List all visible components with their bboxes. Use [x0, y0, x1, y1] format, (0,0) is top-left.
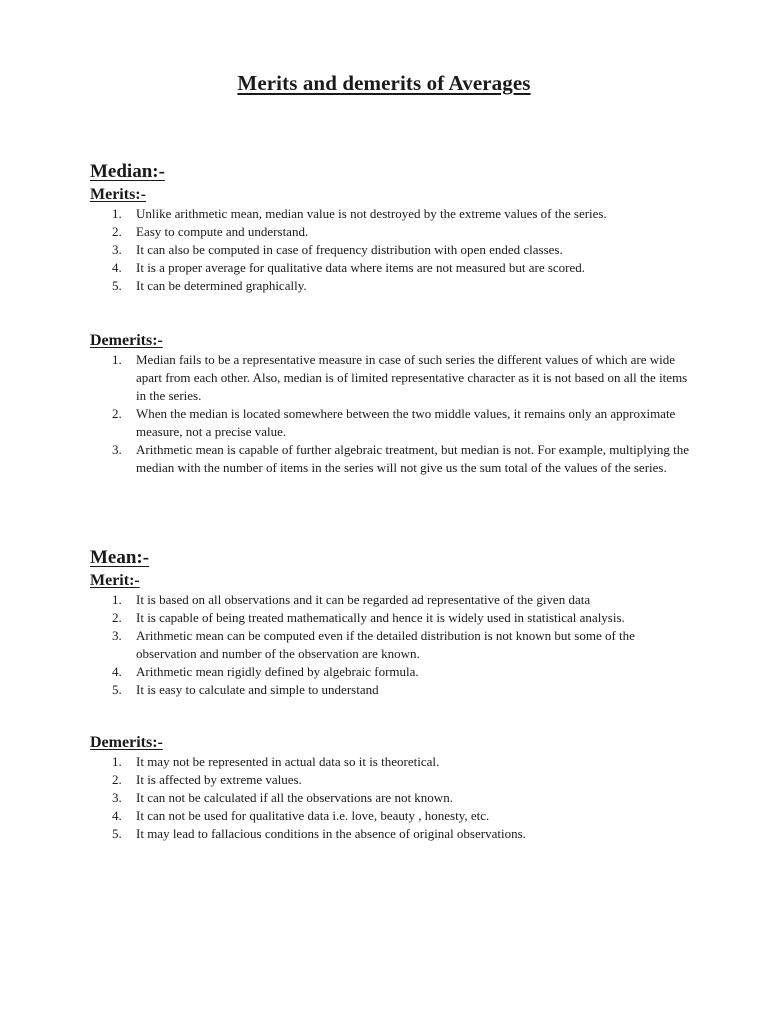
list-item-text: Easy to compute and understand.	[136, 224, 309, 239]
list-item	[90, 441, 690, 477]
list-item	[90, 351, 690, 405]
list-item-number: 3.	[112, 628, 122, 643]
list-item	[90, 627, 690, 663]
list-item-text: When the median is located somewhere between the two middle values, it remains only an approximate measure, not a precise value.	[136, 406, 676, 439]
mean-demerits-list	[90, 753, 690, 843]
list-item-number: 3.	[112, 442, 122, 457]
list-item	[90, 591, 690, 609]
median-demerits-section	[90, 331, 690, 477]
list-item	[90, 277, 690, 295]
list-item-text: It is capable of being treated mathematically and hence it is widely used in statistical analysis.	[136, 610, 625, 625]
median-merits-list	[90, 205, 690, 295]
list-item	[90, 681, 690, 699]
mean-demerits-section	[90, 733, 690, 843]
list-item-number: 1.	[112, 754, 122, 769]
median-section	[90, 161, 690, 295]
list-item-number: 4.	[112, 808, 122, 823]
list-item-text: It can also be computed in case of frequency distribution with open ended classes.	[136, 242, 563, 257]
list-item-number: 1.	[112, 592, 122, 607]
list-item	[90, 807, 690, 825]
list-item-text: It is easy to calculate and simple to understand	[136, 682, 379, 697]
list-item	[90, 753, 690, 771]
list-item	[90, 241, 690, 259]
list-item-text: It is affected by extreme values.	[136, 772, 302, 787]
mean-merits-heading: Merit:-	[90, 572, 140, 589]
list-item-text: Unlike arithmetic mean, median value is not destroyed by the extreme values of the series.	[136, 206, 607, 221]
list-item-text: Arithmetic mean is capable of further algebraic treatment, but median is not. For example, multiplying the median with the number of items in the series will not give us the sum total of the values of the series.	[136, 442, 690, 475]
mean-section	[90, 547, 690, 699]
document-title: Merits and demerits of Averages	[237, 71, 531, 95]
list-item-text: It may lead to fallacious conditions in the absence of original observations.	[136, 826, 526, 841]
list-item	[90, 259, 690, 277]
list-item	[90, 825, 690, 843]
list-item-number: 2.	[112, 224, 122, 239]
list-item-number: 1.	[112, 206, 122, 221]
median-demerits-list	[90, 351, 690, 477]
list-item-text: It is a proper average for qualitative data where items are not measured but are scored.	[136, 260, 586, 275]
list-item	[90, 789, 690, 807]
list-item-text: It can not be used for qualitative data i.e. love, beauty , honesty, etc.	[136, 808, 490, 823]
list-item	[90, 609, 690, 627]
list-item-number: 3.	[112, 242, 122, 257]
list-item-number: 2.	[112, 610, 122, 625]
list-item-text: It can be determined graphically.	[136, 278, 307, 293]
list-item-text: Arithmetic mean can be computed even if the detailed distribution is not known but some of the observation and number of the observation are known.	[136, 628, 635, 661]
list-item	[90, 771, 690, 789]
list-item-text: Median fails to be a representative measure in case of such series the different values of which are wide apart from each other. Also, median is of limited representative character as it is not based on all the items in the series.	[136, 352, 688, 403]
median-demerits-heading: Demerits:-	[90, 332, 163, 349]
list-item	[90, 223, 690, 241]
list-item-number: 3.	[112, 790, 122, 805]
list-item-number: 5.	[112, 682, 122, 697]
list-item-number: 4.	[112, 664, 122, 679]
list-item-number: 1.	[112, 352, 122, 367]
list-item-text: It may not be represented in actual data so it is theoretical.	[136, 754, 440, 769]
list-item-number: 5.	[112, 826, 122, 841]
list-item-text: Arithmetic mean rigidly defined by algebraic formula.	[136, 664, 419, 679]
list-item	[90, 405, 690, 441]
mean-merits-list	[90, 591, 690, 699]
list-item-number: 4.	[112, 260, 122, 275]
mean-heading: Mean:-	[90, 547, 150, 568]
mean-demerits-heading: Demerits:-	[90, 734, 163, 751]
list-item-text: It is based on all observations and it can be regarded ad representative of the given data	[136, 592, 591, 607]
list-item-text: It can not be calculated if all the observations are not known.	[136, 790, 453, 805]
list-item	[90, 663, 690, 681]
median-heading: Median:-	[90, 161, 165, 182]
median-merits-heading: Merits:-	[90, 186, 146, 203]
list-item-number: 2.	[112, 772, 122, 787]
list-item-number: 2.	[112, 406, 122, 421]
list-item	[90, 205, 690, 223]
list-item-number: 5.	[112, 278, 122, 293]
